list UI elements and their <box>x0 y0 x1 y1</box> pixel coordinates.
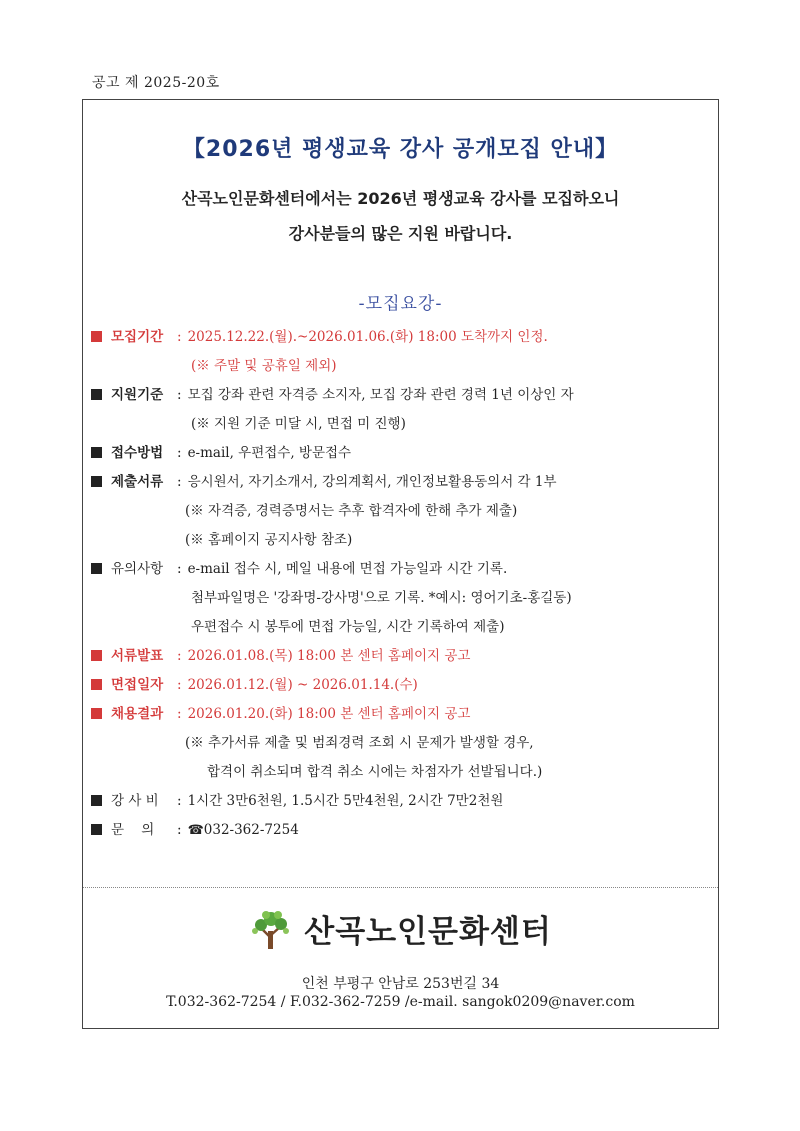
item-label: 모집기간 <box>111 329 164 345</box>
item-note: (※ 홈페이지 공지사항 참조) <box>185 532 353 548</box>
square-bullet-icon <box>91 447 102 458</box>
square-bullet-icon <box>91 650 102 661</box>
square-bullet-icon <box>91 824 102 835</box>
item-value: e-mail 접수 시, 메일 내용에 면접 가능일과 시간 기록. <box>187 561 508 577</box>
intro-line-1: 산곡노인문화센터에서는 2026년 평생교육 강사를 모집하오니 <box>181 189 620 208</box>
item-value: 032-362-7254 <box>203 822 299 838</box>
intro-line-2: 강사분들의 많은 지원 바랍니다. <box>288 224 513 243</box>
item-value: 1시간 3만6천원, 1.5시간 5만4천원, 2시간 7만2천원 <box>187 793 504 809</box>
item-note: (※ 지원 기준 미달 시, 면접 미 진행) <box>191 416 406 432</box>
item-value: 2026.01.08.(목) 18:00 본 센터 홈페이지 공고 <box>187 648 471 664</box>
item-note: (※ 주말 및 공휴일 제외) <box>191 358 337 374</box>
page-title: 【2026년 평생교육 강사 공개모집 안내】 <box>182 137 619 162</box>
square-bullet-icon <box>91 476 102 487</box>
item-note: 우편접수 시 봉투에 면접 가능일, 시간 기록하여 제출) <box>191 619 505 635</box>
item-value: 응시원서, 자기소개서, 강의계획서, 개인정보활용동의서 각 1부 <box>187 474 557 490</box>
footer-divider <box>83 887 718 888</box>
item-label: 채용결과 <box>111 706 164 722</box>
square-bullet-icon <box>91 795 102 806</box>
address: 인천 부평구 안남로 253번길 34 <box>301 976 500 992</box>
item-label: 접수방법 <box>111 445 164 461</box>
item-note: (※ 자격증, 경력증명서는 추후 합격자에 한해 추가 제출) <box>185 503 518 519</box>
item-inquiry: 문 의 : ☎032-362-7254 <box>91 816 711 845</box>
item-value: 2025.12.22.(월).~2026.01.06.(화) 18:00 도착까지 인정. <box>187 329 548 345</box>
contact-info: T.032-362-7254 / F.032-362-7259 /e-mail. sangok0209@naver.com <box>166 994 635 1010</box>
item-value: 2026.01.12.(월) ~ 2026.01.14.(수) <box>187 677 418 693</box>
notice-number: 공고 제 2025-20호 <box>92 75 220 91</box>
section-title: -모집요강- <box>358 294 443 314</box>
square-bullet-icon <box>91 331 102 342</box>
item-period: 모집기간 : 2025.12.22.(월).~2026.01.06.(화) 18:00 도착까지 인정. <box>91 323 711 352</box>
item-label: 강 사 비 <box>111 793 159 809</box>
item-doc-result: 서류발표 : 2026.01.08.(목) 18:00 본 센터 홈페이지 공고 <box>91 642 711 671</box>
item-method: 접수방법 : e-mail, 우편접수, 방문접수 <box>91 439 711 468</box>
item-fee: 강 사 비 : 1시간 3만6천원, 1.5시간 5만4천원, 2시간 7만2천원 <box>91 787 711 816</box>
item-label: 면접일자 <box>111 677 164 693</box>
square-bullet-icon <box>91 563 102 574</box>
item-value: 2026.01.20.(화) 18:00 본 센터 홈페이지 공고 <box>187 706 471 722</box>
item-hiring: 채용결과 : 2026.01.20.(화) 18:00 본 센터 홈페이지 공고 <box>91 700 711 729</box>
item-note: 합격이 취소되며 합격 취소 시에는 차점자가 선발됩니다.) <box>207 764 543 780</box>
item-caution: 유의사항 : e-mail 접수 시, 메일 내용에 면접 가능일과 시간 기록. <box>91 555 711 584</box>
item-label: 서류발표 <box>111 648 164 664</box>
square-bullet-icon <box>91 389 102 400</box>
square-bullet-icon <box>91 679 102 690</box>
item-label: 지원기준 <box>111 387 164 403</box>
tree-logo-icon <box>249 907 293 951</box>
item-label: 문 의 <box>111 822 155 838</box>
square-bullet-icon <box>91 708 102 719</box>
logo-text: 산곡노인문화센터 <box>304 914 552 950</box>
item-label: 제출서류 <box>111 474 164 490</box>
item-value: e-mail, 우편접수, 방문접수 <box>187 445 352 461</box>
item-note: (※ 추가서류 제출 및 범죄경력 조회 시 문제가 발생할 경우, <box>185 735 534 751</box>
notice-frame <box>82 99 719 1029</box>
item-criteria: 지원기준 : 모집 강좌 관련 자격증 소지자, 모집 강좌 관련 경력 1년 이상인 자 <box>91 381 711 410</box>
item-documents: 제출서류 : 응시원서, 자기소개서, 강의계획서, 개인정보활용동의서 각 1부 <box>91 468 711 497</box>
item-interview: 면접일자 : 2026.01.12.(월) ~ 2026.01.14.(수) <box>91 671 711 700</box>
item-note: 첨부파일명은 '강좌명-강사명'으로 기록. *예시: 영어기초-홍길동) <box>191 590 572 606</box>
center-logo <box>83 906 718 951</box>
recruitment-items <box>91 323 711 845</box>
phone-icon: ☎ <box>187 823 204 838</box>
item-label: 유의사항 <box>111 561 164 577</box>
item-value: 모집 강좌 관련 자격증 소지자, 모집 강좌 관련 경력 1년 이상인 자 <box>187 387 574 403</box>
